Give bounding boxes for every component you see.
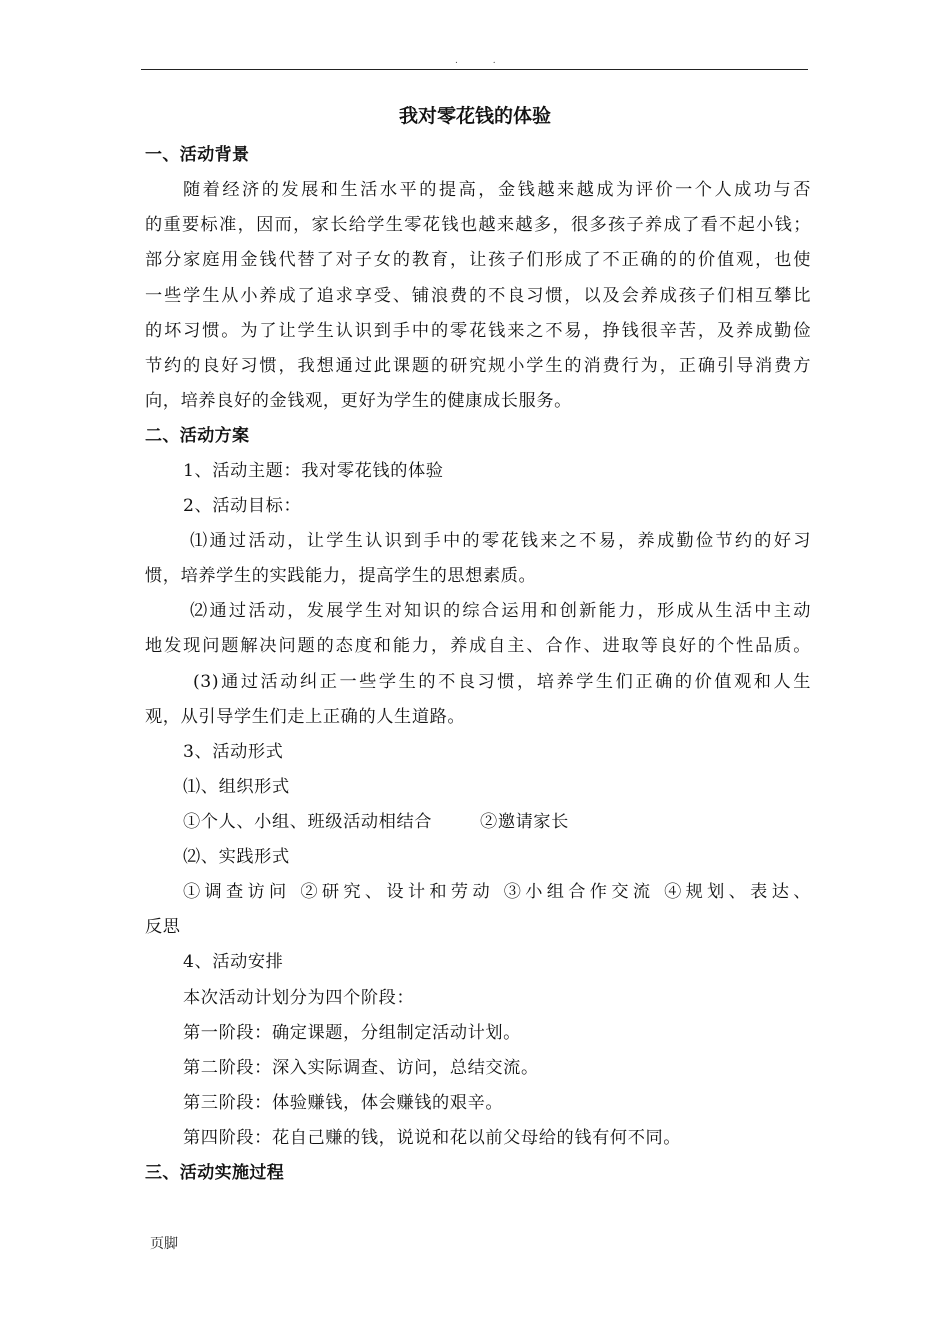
form-label: 3、活动形式	[183, 742, 284, 762]
goal-line: ⑴通过活动，让学生认识到手中的零花钱来之不易，养成勤俭节约的好习	[190, 531, 811, 551]
practice-item: ④规划、表达、	[664, 882, 811, 902]
stage-item: 第一阶段：确定课题，分组制定活动计划。	[183, 1023, 521, 1043]
goal-line: (3)通过活动纠正一些学生的不良习惯，培养学生们正确的价值观和人生	[193, 672, 811, 692]
goal-line: 观，从引导学生们走上正确的人生道路。	[145, 707, 466, 727]
stage-item: 第二阶段：深入实际调查、访问，总结交流。	[183, 1058, 539, 1078]
arrange-intro: 本次活动计划分为四个阶段：	[183, 988, 415, 1008]
header-mark: . .	[455, 56, 512, 66]
section-heading: 一、活动背景	[145, 145, 250, 165]
arrange-label: 4、活动安排	[183, 952, 284, 972]
practice-label: ⑵、实践形式	[183, 847, 290, 867]
goal-line: 惯，培养学生的实践能力，提高学生的思想素质。	[145, 566, 537, 586]
paragraph-line: 的坏习惯。为了让学生认识到手中的零花钱来之不易，挣钱很辛苦，及养成勤俭	[145, 321, 811, 341]
activity-theme: 1、活动主题：我对零花钱的体验	[183, 461, 444, 481]
goal-line: ⑵通过活动，发展学生对知识的综合运用和创新能力，形成从生活中主动	[190, 601, 811, 621]
section-heading: 二、活动方案	[145, 426, 250, 446]
section-heading: 三、活动实施过程	[145, 1163, 285, 1183]
paragraph-line: 节约的良好习惯，我想通过此课题的研究规小学生的消费行为，正确引导消费方	[145, 356, 811, 376]
paragraph-line: 部分家庭用金钱代替了对子女的教育，让孩子们形成了不正确的的价值观，也使	[145, 250, 811, 270]
org-item: ①个人、小组、班级活动相结合	[183, 812, 433, 832]
practice-item: ③小组合作交流	[503, 882, 655, 902]
goal-line: 地发现问题解决问题的态度和能力，养成自主、合作、进取等良好的个性品质。	[145, 636, 811, 656]
goal-label: 2、活动目标：	[183, 496, 302, 516]
paragraph-line: 向，培养良好的金钱观，更好为学生的健康成长服务。	[145, 391, 572, 411]
paragraph-line: 一些学生从小养成了追求享受、铺浪费的不良习惯，以及会养成孩子们相互攀比	[145, 286, 811, 306]
practice-items	[183, 878, 811, 906]
org-label: ⑴、组织形式	[183, 777, 290, 797]
paragraph-line: 随着经济的发展和生活水平的提高，金钱越来越成为评价一个人成功与否	[183, 180, 811, 200]
org-items	[183, 808, 811, 836]
page-footer: 页脚	[150, 1236, 178, 1252]
org-item: ②邀请家长	[480, 812, 569, 832]
header-rule	[141, 69, 808, 70]
document-title: 我对零花钱的体验	[398, 105, 551, 127]
stage-item: 第三阶段：体验赚钱，体会赚钱的艰辛。	[183, 1093, 504, 1113]
paragraph-line: 的重要标准，因而，家长给学生零花钱也越来越多，很多孩子养成了看不起小钱；	[145, 215, 811, 235]
practice-tail: 反思	[145, 917, 181, 937]
practice-item: ①调查访问	[183, 882, 291, 902]
practice-item: ②研究、设计和劳动	[300, 882, 494, 902]
stage-item: 第四阶段：花自己赚的钱，说说和花以前父母给的钱有何不同。	[183, 1128, 682, 1148]
